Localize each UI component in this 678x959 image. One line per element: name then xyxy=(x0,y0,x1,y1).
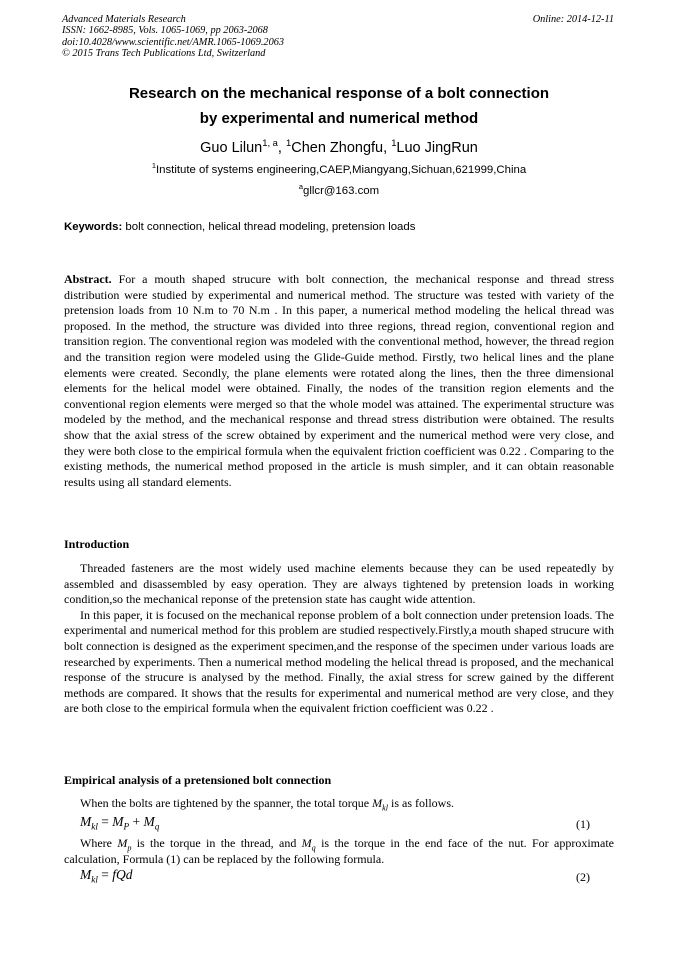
copyright-line: © 2015 Trans Tech Publications Ltd, Switzerland xyxy=(62,48,266,60)
eq1-term-1: M xyxy=(112,814,124,829)
affiliation-sup: 1 xyxy=(151,161,156,171)
author-list: Guo Lilun$^{1, a}$, $^1$Chen Zhongfu, $^1$Luo JingRun xyxy=(200,137,478,156)
intro-paragraph-1: Threaded fasteners are the most widely used machine elements because they can be used repeatedly by assembled and disassembled by easy operation. They are always tightened by pretension loads in working condition,so the mechanical reponse of the pretension state has caught wide attention. xyxy=(64,561,614,607)
torque-symbol xyxy=(372,796,388,813)
emp-p2-s2: q xyxy=(311,843,316,853)
emp-p1-post: is as follows. xyxy=(388,796,454,810)
eq2-equals: = xyxy=(97,867,113,882)
introduction-body xyxy=(64,561,614,717)
eq1-lhs: M xyxy=(80,814,92,829)
eq1-term-1-sub: P xyxy=(123,821,130,832)
affiliation-text: Institute of systems engineering,CAEP,Miangyang,Sichuan,621999,China xyxy=(155,164,527,176)
doi-line: doi:10.4028/www.scientific.net/AMR.1065-1069.2063 xyxy=(62,36,285,48)
author-1-name: Guo Lilun xyxy=(200,140,263,156)
eq1-plus: + xyxy=(129,814,144,829)
empirical-paragraph-1 xyxy=(64,796,614,812)
eq1-term-2: M xyxy=(143,814,155,829)
email-address: gllcr@163.com xyxy=(302,185,380,197)
eq2-lhs-sub: kl xyxy=(91,874,98,885)
intro-paragraph-2: In this paper, it is focused on the mechanical reponse problem of a bolt connection under pretension loads. The experimental and numerical method for this problem are studied respectively.Firstly,a mouth shaped strucure with bolt connection is designed as the experiment specimen,and the response of the specimen under various loads are researched by experiments. Then a numerical method modeling the helical thread is proposed, and the mechanical response of the strucure is analysed by the method. Finally, the axial stress for screw gained by the different methods are compared. It shows that the results for experimental and numerical method are very close, and they are both close to the empirical formula when the equivalent friction coefficient was 0.22 . xyxy=(64,607,614,716)
author-3-name: Luo JingRun xyxy=(396,140,478,156)
abstract xyxy=(64,272,614,490)
emp-p1-sym: M xyxy=(372,796,383,810)
eq1-term-2-sub: q xyxy=(154,821,160,832)
keywords-label: Keywords: xyxy=(64,221,123,233)
online-date: Online: 2014-12-11 xyxy=(532,14,614,25)
equation-1 xyxy=(80,814,159,830)
eq1-equals: = xyxy=(97,814,113,829)
equation-1-number: (1) xyxy=(576,817,590,831)
emp-p2-m2: M xyxy=(301,836,312,850)
keywords xyxy=(64,221,415,233)
equation-2 xyxy=(80,867,133,883)
abstract-label: Abstract. xyxy=(64,272,112,286)
affiliation xyxy=(0,161,678,176)
author-email xyxy=(0,182,678,197)
emp-p2-a: Where xyxy=(80,836,118,850)
keywords-text: bolt connection, helical thread modeling, pretension loads xyxy=(125,221,416,233)
eq1-lhs-sub: kl xyxy=(91,821,98,832)
title-line-1: Research on the mechanical response of a bolt connection xyxy=(128,85,550,102)
email-sup: a xyxy=(298,182,303,192)
issn-line: ISSN: 1662-8985, Vols. 1065-1069, pp 2063-2068 xyxy=(62,25,268,37)
section-heading-empirical: Empirical analysis of a pretensioned bolt connection xyxy=(64,773,332,787)
author-2-name: Chen Zhongfu, xyxy=(291,140,388,156)
author-1-sup: 1, a xyxy=(262,137,278,149)
emp-p1-sub: kl xyxy=(382,803,388,813)
abstract-text: For a mouth shaped strucure with bolt connection, the mechanical response and thread stress distribution were studied by experimental and numerical method. The structure was tested with variety of the pretension loads from 10 N.m to 70 N.m . In this paper, a numerical method modeling the helical thread was proposed. In the method, the structure was divided into three regions, thread region, conventional region and transition region. The conventional region was modeled with the conventional method, however, the thread region and the transition region were modeled using the Glide-Guide method. Firstly, two helical lines and the plane elements were created. Secondly, the plane elements were rotated along the lines, then the three dimensional elements for the helical model were obtained. Finally, the nodes of the transition region elements and the conventional region elements were merged so that the whole model was attained. The experimental structure was modeled by the method, and the mechanical response and thread stress distribution were obtained. The results show that the axial stress of the screw obtained by experiment and the numerical method were very close, and they were both close to the empirical formula when the equivalent friction coefficient was 0.22 . Comparing to the existing methods, the numerical method proposed in the article is mush simpler, and it can obtain reasonable results using all standard elements. xyxy=(64,272,614,489)
emp-p2-s1: p xyxy=(127,843,132,853)
eq2-rhs: fQd xyxy=(112,867,133,882)
eq2-lhs: M xyxy=(80,867,92,882)
empirical-paragraph-2 xyxy=(64,836,614,867)
emp-p2-m1: M xyxy=(117,836,128,850)
journal-header xyxy=(62,14,284,60)
author-2-sup: 1 xyxy=(285,137,292,149)
emp-p1-pre: When the bolts are tightened by the spanner, the total torque xyxy=(80,796,373,810)
equation-2-number: (2) xyxy=(576,870,590,884)
title-line-2: by experimental and numerical method xyxy=(199,110,479,127)
emp-p2-b: is the torque in the thread, and xyxy=(131,836,302,850)
section-heading-introduction: Introduction xyxy=(64,537,130,551)
author-3-sup: 1 xyxy=(391,137,397,149)
journal-name: Advanced Materials Research xyxy=(62,14,186,25)
paper-title xyxy=(0,81,678,131)
emp-p2-c: is the torque in the end face of the nut. For approximate calculation, Formula (1) can be replaced by the following formula. xyxy=(64,836,614,866)
